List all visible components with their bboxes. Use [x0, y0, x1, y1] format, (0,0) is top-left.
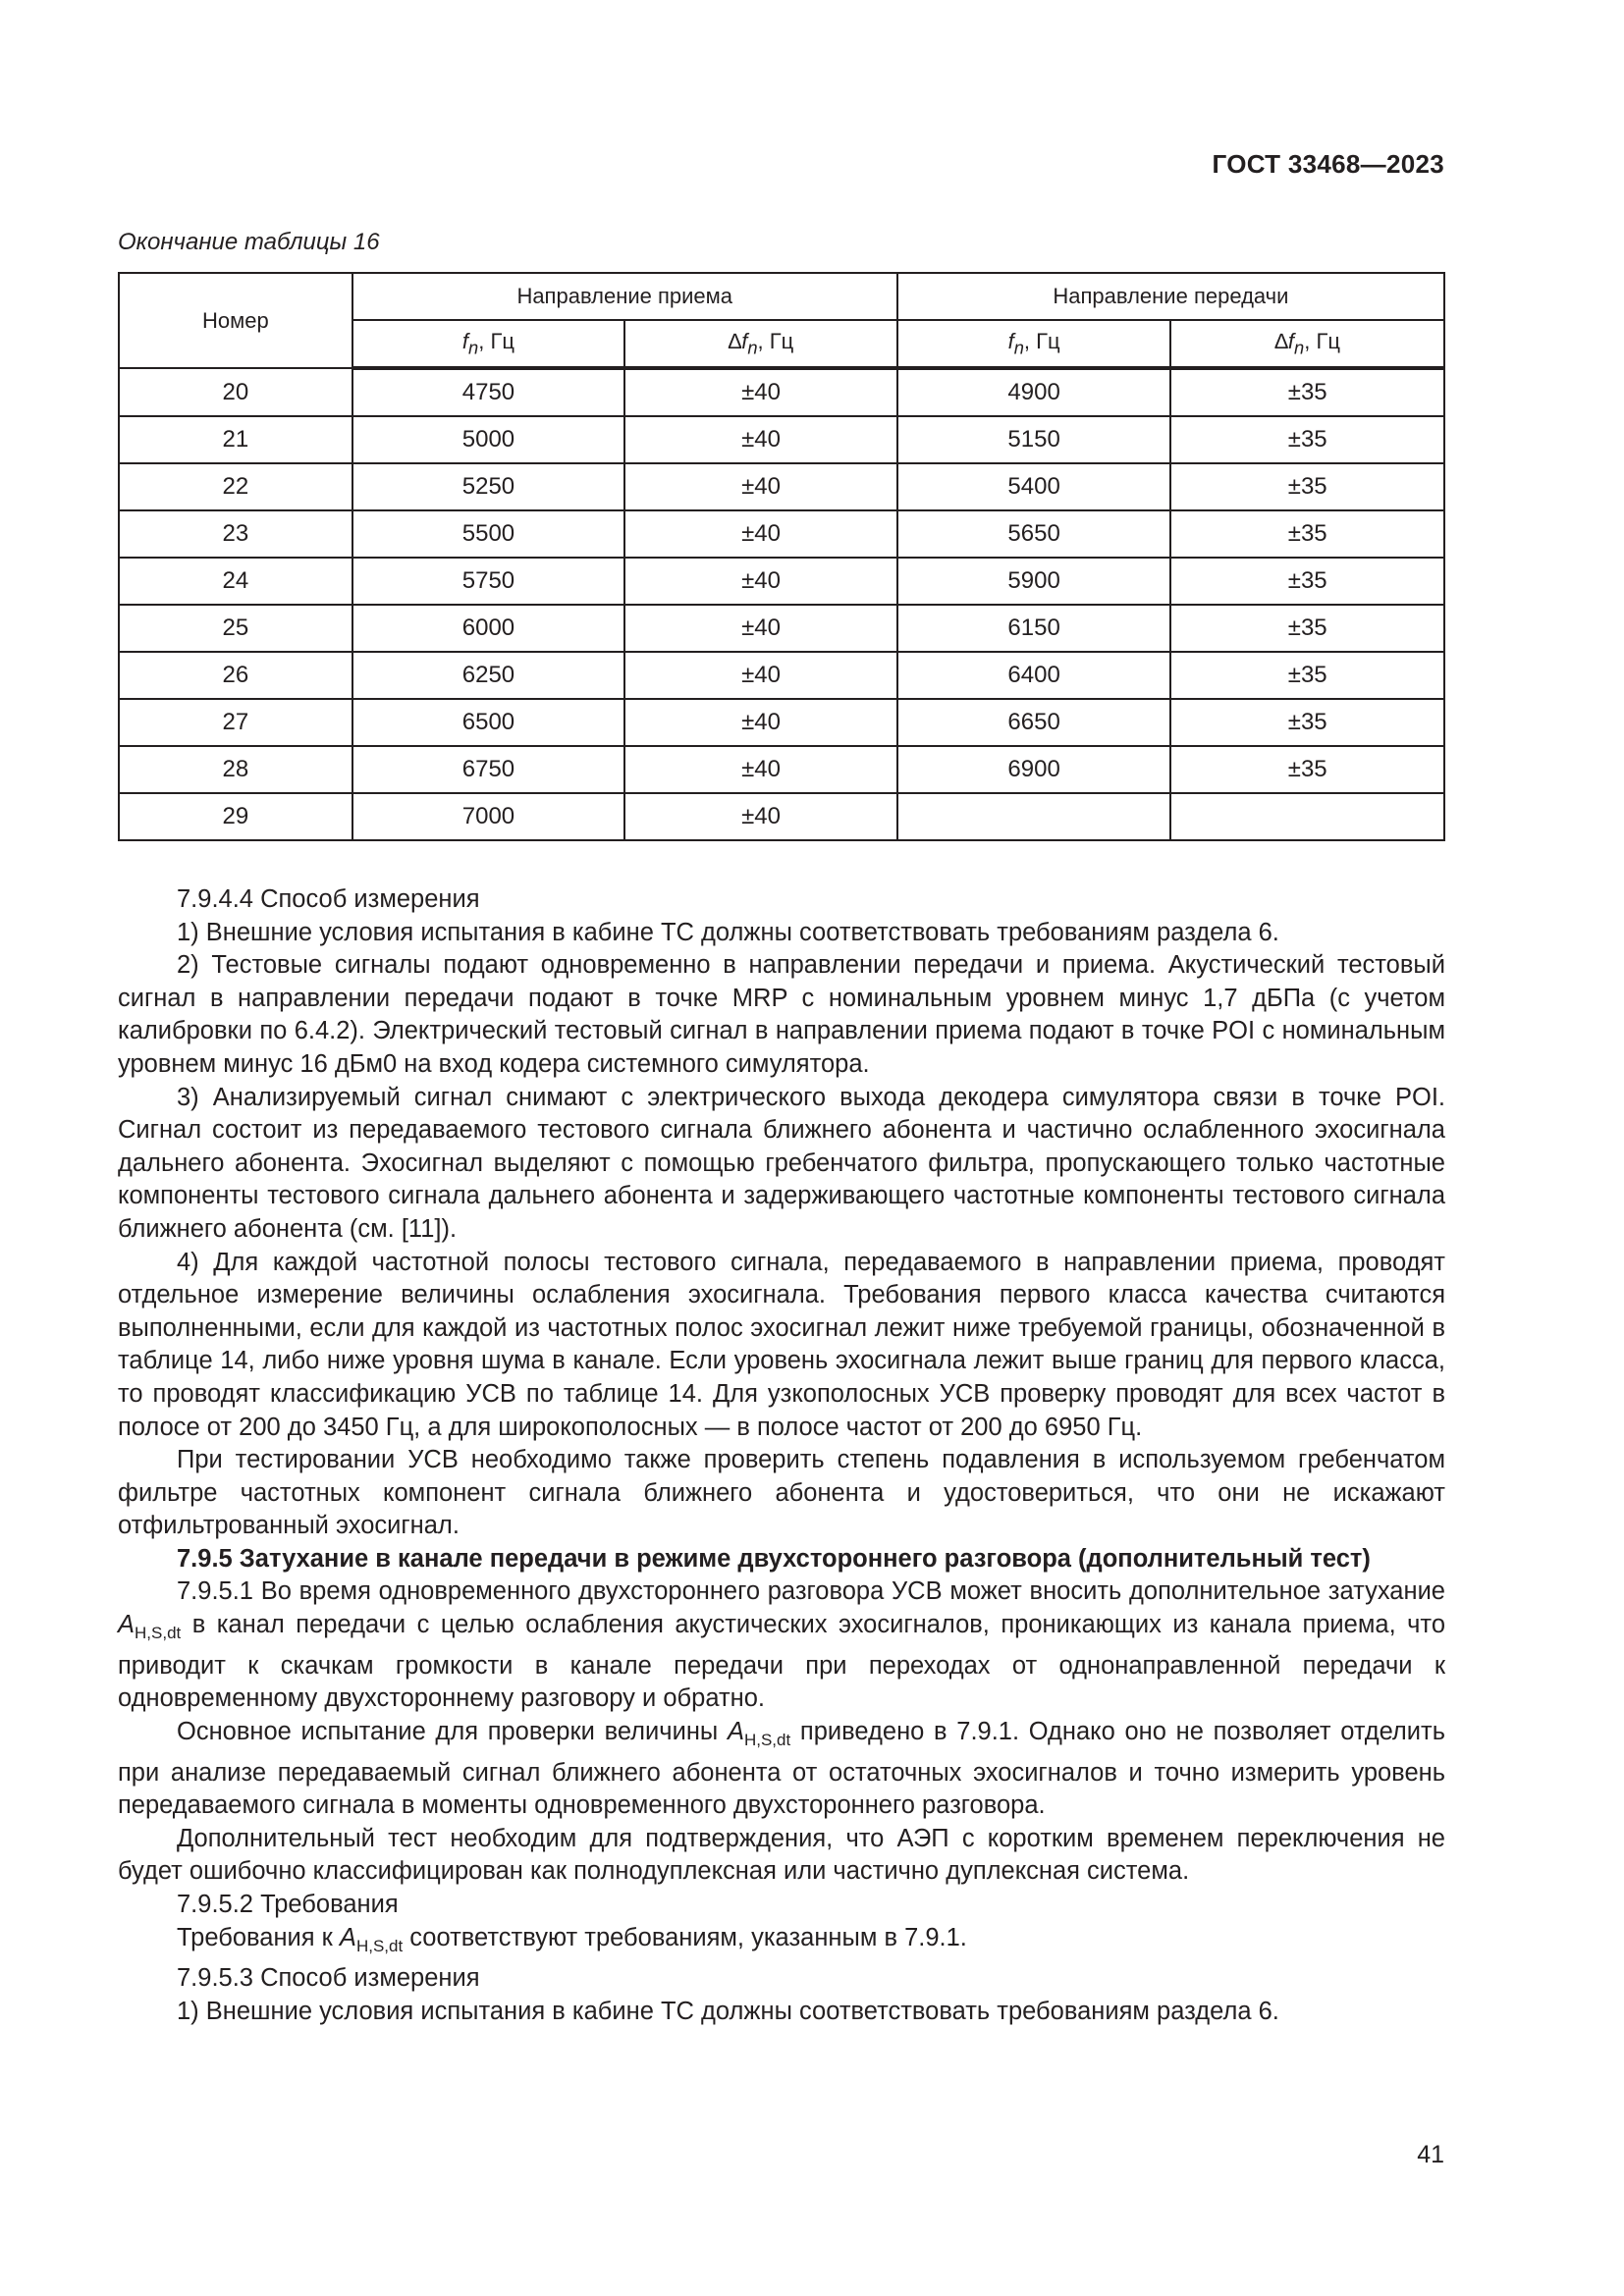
body-text: [118, 883, 1445, 2028]
cell-rx-frequency: 6250: [352, 652, 625, 699]
subsection-heading-7-9-5-2: 7.9.5.2 Требования: [177, 1891, 399, 1918]
cell-number: 26: [119, 652, 352, 699]
header-tx-delta-frequency: $\Delta f_n$, Гц: [1170, 320, 1444, 368]
cell-rx-frequency: 6500: [352, 699, 625, 746]
cell-rx-delta: ±40: [624, 416, 897, 463]
paragraph: 2) Тестовые сигналы подают одновременно в направлении передачи и приема. Акустический тестовый сигнал в направлении передачи подают в точке MRP с номинальным уровнем минус 1,7 дБПа (с учетом калибровки по 6.4.2). Электрический тестовый сигнал в направлении приема подают в точке POI с номинальным уровнем минус 16 дБм0 на вход кодера системного симулятора.: [118, 951, 1445, 1078]
cell-rx-delta: ±40: [624, 558, 897, 605]
table-row: [119, 368, 1444, 416]
table-row: [119, 746, 1444, 793]
cell-tx-frequency: 6400: [897, 652, 1171, 699]
header-receive-direction: Направление приема: [352, 273, 897, 320]
table-row: [119, 652, 1444, 699]
cell-number: 27: [119, 699, 352, 746]
subsection-heading-7-9-5-3: 7.9.5.3 Способ измерения: [177, 1964, 480, 1993]
section-heading-7-9-5: 7.9.5 Затухание в канале передачи в режиме двухстороннего разговора (дополнительный тест): [177, 1544, 1371, 1573]
cell-tx-delta: ±35: [1170, 652, 1444, 699]
table-row: [119, 558, 1444, 605]
paragraph: Основное испытание для проверки величины $A_{H,S,dt}$ приведено в 7.9.1. Однако оно не позволяет отделить при анализе передаваемый сигнал ближнего абонента от остаточных эхосигналов и точно измерить уровень передаваемого сигнала в моменты одновременного двухстороннего разговора.: [118, 1717, 1445, 1820]
header-number: Номер: [119, 273, 352, 368]
cell-tx-frequency: 6150: [897, 605, 1171, 652]
cell-tx-delta: ±35: [1170, 416, 1444, 463]
cell-tx-delta: ±35: [1170, 558, 1444, 605]
cell-rx-delta: ±40: [624, 793, 897, 840]
table-row: [119, 463, 1444, 510]
paragraph: 1) Внешние условия испытания в кабине ТС должны соответствовать требованиям раздела 6.: [177, 1997, 1279, 2025]
cell-tx-delta: ±35: [1170, 510, 1444, 558]
cell-number: 28: [119, 746, 352, 793]
paragraph: 7.9.5.1 Во время одновременного двухстороннего разговора УСВ может вносить дополнительное затухание $A_{H,S,dt}$ в канал передачи с целью ослабления акустических эхосигналов, проникающих из канала приема, что приводит к скачкам громкости в канале передачи при переходах от однонаправленной передачи к одновременному двухстороннему разговору и обратно.: [118, 1577, 1445, 1713]
cell-tx-frequency: 6650: [897, 699, 1171, 746]
cell-rx-delta: ±40: [624, 463, 897, 510]
paragraph: 1) Внешние условия испытания в кабине ТС должны соответствовать требованиям раздела 6.: [177, 918, 1279, 946]
paragraph: 4) Для каждой частотной полосы тестового сигнала, передаваемого в направлении приема, проводят отдельное измерение величины ослабления эхосигнала. Требования первого класса качества считаются выполненными, если для каждой из частотных полос эхосигнал лежит ниже требуемой границы, обозначенной в таблице 14, либо ниже уровня шума в канале. Если уровень эхосигнала лежит выше границ для первого класса, то проводят классификацию УСВ по таблице 14. Для узкополосных УСВ проверку проводят для всех частот в полосе от 200 до 3450 Гц, а для широкополосных — в полосе частот от 200 до 6950 Гц.: [118, 1248, 1445, 1441]
cell-tx-frequency: 5650: [897, 510, 1171, 558]
frequency-table: [118, 272, 1445, 841]
table-row: [119, 510, 1444, 558]
cell-tx-frequency: [897, 793, 1171, 840]
cell-tx-delta: ±35: [1170, 605, 1444, 652]
cell-tx-frequency: 6900: [897, 746, 1171, 793]
cell-tx-frequency: 5900: [897, 558, 1171, 605]
table-body: [119, 368, 1444, 840]
cell-rx-frequency: 7000: [352, 793, 625, 840]
header-tx-frequency: $f_n$, Гц: [897, 320, 1171, 368]
cell-number: 24: [119, 558, 352, 605]
attenuation-symbol: $A_{H,S,dt}$: [118, 1611, 182, 1643]
table-row: [119, 605, 1444, 652]
attenuation-symbol: $A_{H,S,dt}$: [339, 1923, 404, 1955]
paragraph: При тестировании УСВ необходимо также проверить степень подавления в используемом гребенчатом фильтре частотных компонент сигнала ближнего абонента и удостовериться, что они не искажают отфильтрованный эхосигнал.: [118, 1446, 1445, 1540]
header-transmit-direction: Направление передачи: [897, 273, 1444, 320]
header-rx-frequency: $f_n$, Гц: [352, 320, 625, 368]
table-caption: Окончание таблицы 16: [118, 229, 380, 255]
page-number: 41: [1417, 2141, 1444, 2168]
cell-rx-frequency: 6750: [352, 746, 625, 793]
header-rx-delta-frequency: $\Delta f_n$, Гц: [624, 320, 897, 368]
cell-tx-frequency: 4900: [897, 368, 1171, 416]
cell-rx-frequency: 5000: [352, 416, 625, 463]
cell-number: 25: [119, 605, 352, 652]
subsection-heading-7-9-4-4: 7.9.4.4 Способ измерения: [177, 885, 480, 913]
paragraph: 3) Анализируемый сигнал снимают с электрического выхода декодера симулятора связи в точке POI. Сигнал состоит из передаваемого тестового сигнала ближнего абонента и частично ослабленного эхосигнала дальнего абонента. Эхосигнал выделяют с помощью гребенчатого фильтра, пропускающего только частотные компоненты тестового сигнала дальнего абонента и задерживающего частотные компоненты тестового сигнала ближнего абонента (см. [11]).: [118, 1083, 1445, 1243]
cell-tx-delta: ±35: [1170, 699, 1444, 746]
cell-tx-delta: [1170, 793, 1444, 840]
cell-rx-delta: ±40: [624, 510, 897, 558]
cell-tx-frequency: 5400: [897, 463, 1171, 510]
cell-rx-delta: ±40: [624, 652, 897, 699]
cell-tx-frequency: 5150: [897, 416, 1171, 463]
cell-number: 22: [119, 463, 352, 510]
cell-tx-delta: ±35: [1170, 368, 1444, 416]
cell-rx-frequency: 6000: [352, 605, 625, 652]
cell-tx-delta: ±35: [1170, 463, 1444, 510]
cell-tx-delta: ±35: [1170, 746, 1444, 793]
cell-rx-frequency: 5500: [352, 510, 625, 558]
table-row: [119, 793, 1444, 840]
table-row: [119, 416, 1444, 463]
cell-rx-frequency: 5250: [352, 463, 625, 510]
cell-rx-delta: ±40: [624, 605, 897, 652]
cell-number: 29: [119, 793, 352, 840]
paragraph: Требования к $A_{H,S,dt}$ соответствуют требованиям, указанным в 7.9.1.: [177, 1923, 967, 1955]
attenuation-symbol: $A_{H,S,dt}$: [727, 1717, 791, 1750]
cell-rx-frequency: 4750: [352, 368, 625, 416]
cell-rx-frequency: 5750: [352, 558, 625, 605]
cell-rx-delta: ±40: [624, 368, 897, 416]
cell-number: 23: [119, 510, 352, 558]
cell-number: 21: [119, 416, 352, 463]
standard-designation: ГОСТ 33468—2023: [1212, 149, 1444, 179]
cell-number: 20: [119, 368, 352, 416]
table-row: [119, 699, 1444, 746]
cell-rx-delta: ±40: [624, 699, 897, 746]
cell-rx-delta: ±40: [624, 746, 897, 793]
paragraph: Дополнительный тест необходим для подтверждения, что АЭП с коротким временем переключения не будет ошибочно классифицирован как полнодуплексная или частично дуплексная система.: [118, 1824, 1445, 1886]
